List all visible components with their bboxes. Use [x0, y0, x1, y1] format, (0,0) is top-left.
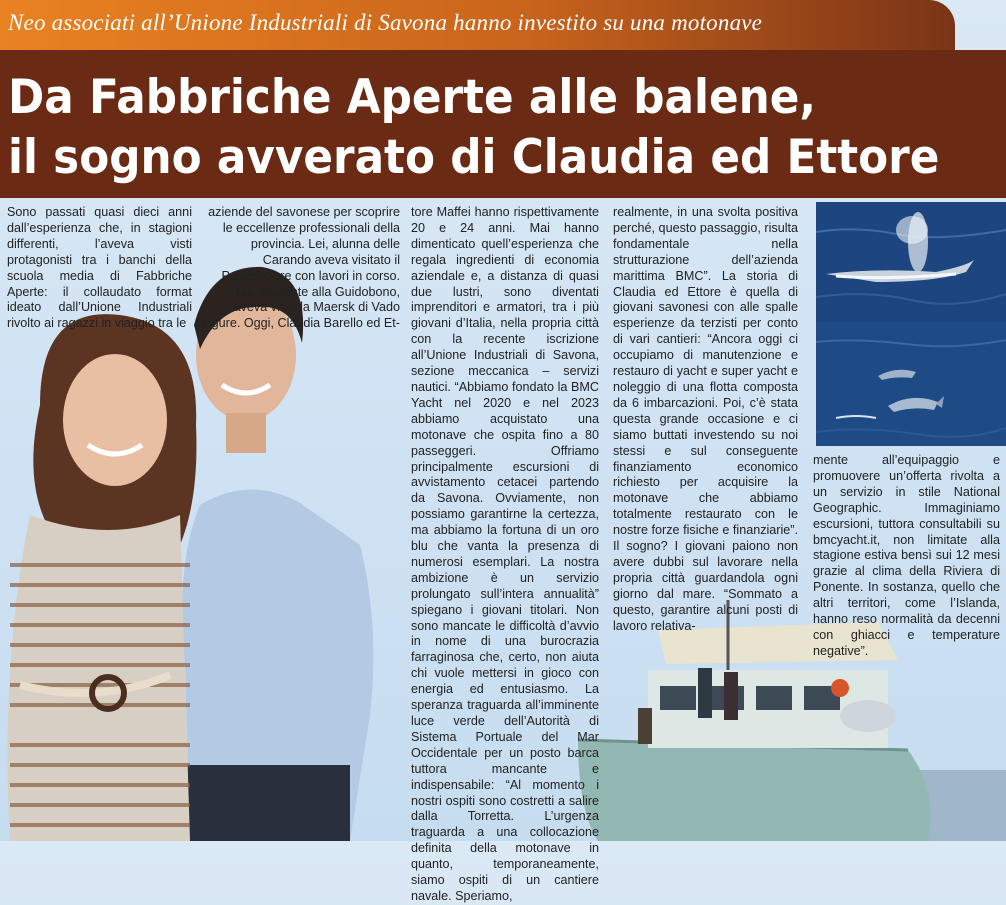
article-column-4 — [613, 205, 798, 634]
article-column-1 — [7, 205, 192, 332]
article-column-5 — [813, 453, 1000, 660]
article-column-2 — [200, 205, 400, 332]
claudia-ettore-photo — [0, 245, 390, 841]
headline-line-1: Da Fabbriche Aperte alle balene, — [8, 70, 816, 125]
dolphins-illustration — [816, 322, 1006, 446]
article-paragraph: aziende del savonese per scoprire le eccellenze professionali della provincia. Lei, alunna delle Carando aveva visitato il Palacrociere con lavori in corso. Lui, studente alla Guidobono, aveva visto la Maersk di Vado Ligure. Oggi, Claudia Barello ed Et- — [201, 205, 400, 331]
whale-photo-top — [816, 202, 1006, 326]
kicker-band — [0, 0, 955, 50]
headline-line-2: il sogno avverato di Claudia ed Ettore — [8, 130, 940, 185]
article-paragraph: realmente, in una svolta positiva perché, questo passaggio, risulta fondamentale nella strutturazione dell’azienda marittima BMC”. La storia di Claudia ed Ettore è quella di giovani savonesi con alle spalle esperienze da terzisti per conto di vari cantieri: “Ancora oggi ci occupiamo di manutenzione e restauro di yacht e super yacht e noleggio di una flotta composta da 6 imbarcazioni. Poi, c’è stata questa grande occasione e ci siamo buttati investendo su noi stessi e sul conseguente finanziamento economico richiesto per acquisire la motonave che abbiamo totalmente restaurato con le nostre forze fisiche e finanziarie”. Il sogno? I giovani paiono non avere dubbi sul lavorare nella propria città guardandola ogni giorno dal mare. “Sommato a questo, garantire alcuni posti di lavoro relativa- — [613, 205, 798, 633]
article-paragraph: mente all’equipaggio e promuovere un’offerta rivolta a un servizio in stile National Geographic. Immaginiamo escursioni, tuttora consultabili su bmcyacht.it, non limitate alla stagione estiva bensì sui 12 mesi grazie al clima della Riviera di Ponente. In sostanza, quello che altri territori, come l’Islanda, hanno reso normalità da decenni con ghiacci e temperature negative”. — [813, 453, 1000, 658]
kicker-text: Neo associati all’Unione Industriali di Savona hanno investito su una motonave — [8, 10, 763, 35]
whale-spout-illustration — [816, 202, 1006, 326]
dolphin-photo — [816, 322, 1006, 446]
article-paragraph: tore Maffei hanno rispettivamente 20 e 24 anni. Mai hanno dimenticato quell’esperienza che regala ingredienti di economia aziendale e, a distanza di quasi due lustri, sono diventati imprenditori e armatori, tra i più giovani d’Italia, nella propria città con la recente iscrizione all’Unione Industriali di Savona, sezione meccanica – servizi nautici. “Abbiamo fondato la BMC Yacht nel 2020 e nel 2023 abbiamo acquistato una motonave che ospita fino a 80 passeggeri. Offriamo principalmente escursioni di avvistamento cetacei partendo da Savona. Ovviamente, non possiamo garantirne la certezza, ma abbiamo la fortuna di un oro blu che vanta la presenza di numerosi esemplari. La nostra ambizione è un servizio prolungato sull’intera annualità” spiegano i giovani titolari. Non sono mancate le difficoltà d’avvio in nome di una burocrazia farraginosa che, certo, non aiuta chi vuole mettersi in gioco con energia ed entusiasmo. La speranza traguarda all’imminente luce verde dell’Autorità di Sistema Portuale del Mar Occidentale per un posto barca tuttora mancante e indispensabile: “Al momento i nostri ospiti sono costretti a salire dalla Torretta. L’urgenza traguarda a una collocazione definita della motonave in quanto, temporaneamente, siamo ospiti di un cantiere navale. Speriamo, — [411, 205, 599, 903]
article-column-3 — [411, 205, 599, 905]
article-paragraph: Sono passati quasi dieci anni dall’esperienza che, in stagioni differenti, l’aveva visti protagonisti tra i banchi della scuola media di Fabbriche Aperte: il collaudato format ideato dall’Unione Industriali rivolto ai ragazzi in viaggio tra le — [7, 205, 192, 331]
headline — [8, 68, 939, 188]
